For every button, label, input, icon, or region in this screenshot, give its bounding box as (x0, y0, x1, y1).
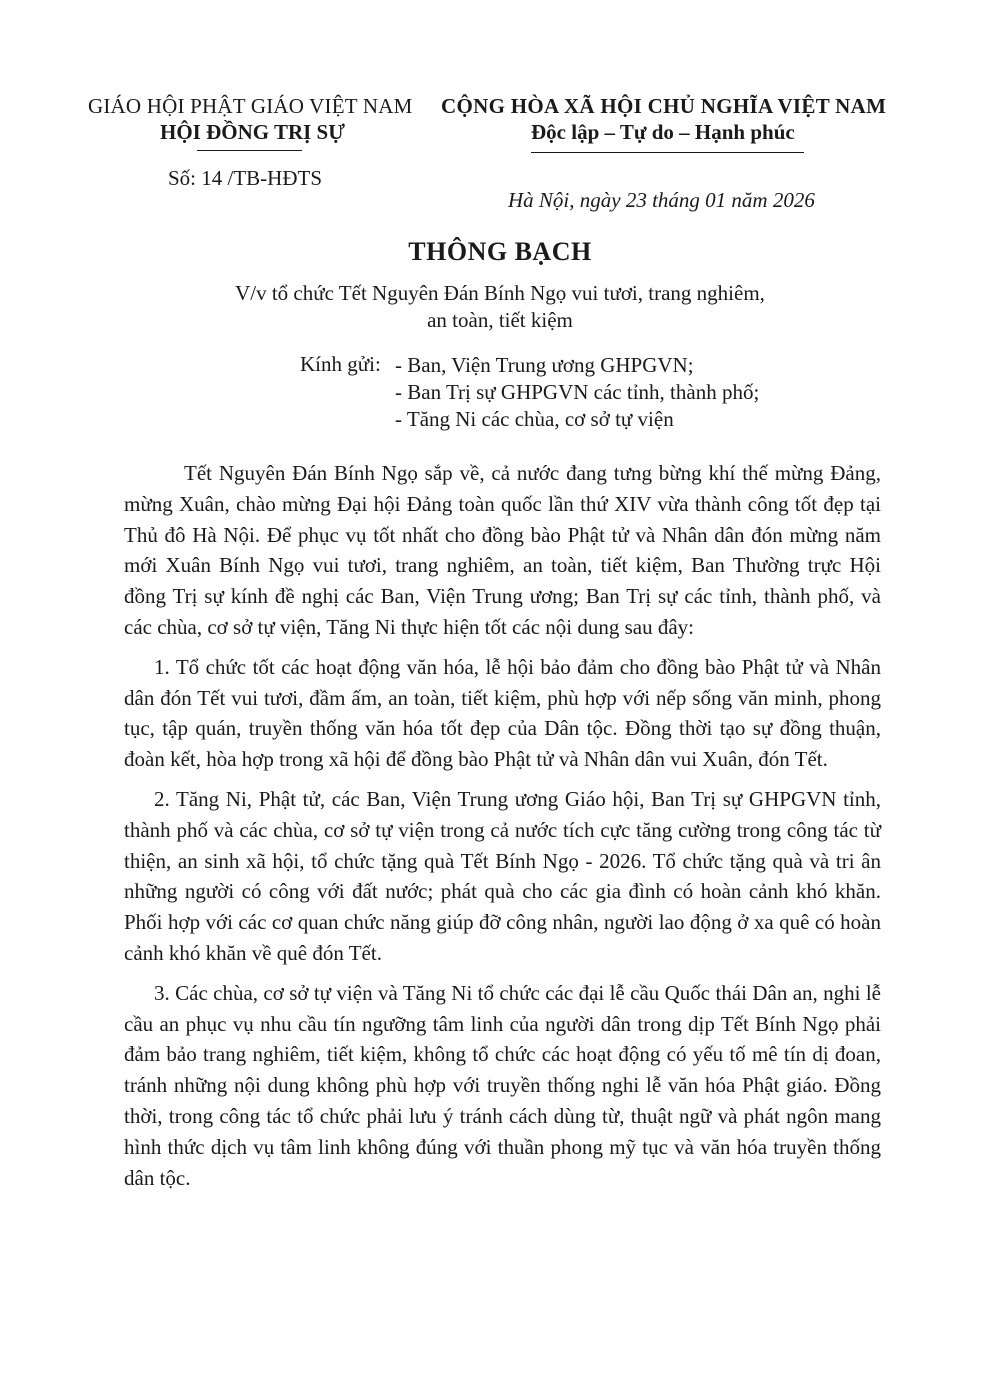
recipient-item: - Ban, Viện Trung ương GHPGVN; (395, 353, 694, 377)
national-motto: Độc lập – Tự do – Hạnh phúc (531, 120, 795, 144)
national-title: CỘNG HÒA XÃ HỘI CHỦ NGHĨA VIỆT NAM (441, 94, 887, 118)
document-body (124, 458, 881, 1202)
numbered-item-1: 1. Tổ chức tốt các hoạt động văn hóa, lễ hội bảo đảm cho đồng bào Phật tử và Nhân dân đón Tết vui tươi, đầm ấm, an toàn, tiết kiệm, phù hợp với nếp sống văn minh, phong tục, tập quán, truyền thống văn hóa tốt đẹp của Dân tộc. Đồng thời tạo sự đồng thuận, đoàn kết, hòa hợp trong xã hội để đồng bào Phật tử và Nhân dân vui Xuân, đón Tết. (124, 654, 881, 772)
subject-line-2: an toàn, tiết kiệm (427, 308, 573, 332)
recipient-item: - Ban Trị sự GHPGVN các tỉnh, thành phố; (395, 380, 760, 404)
recipient-item: - Tăng Ni các chùa, cơ sở tự viện (395, 407, 674, 431)
recipients-list (395, 352, 759, 433)
recipients-label: Kính gửi: (300, 352, 381, 376)
intro-paragraph: Tết Nguyên Đán Bính Ngọ sắp về, cả nước đang tưng bừng khí thế mừng Đảng, mừng Xuân, chào mừng Đại hội Đảng toàn quốc lần thứ XIV vừa thành công tốt đẹp tại Thủ đô Hà Nội. Để phục vụ tốt nhất cho đồng bào Phật tử và Nhân dân đón mừng năm mới Xuân Bính Ngọ vui tươi, trang nghiêm, an toàn, tiết kiệm, Ban Thường trực Hội đồng Trị sự kính đề nghị các Ban, Viện Trung ương; Ban Trị sự các tỉnh, thành phố, và các chùa, cơ sở tự viện, Tăng Ni thực hiện tốt các nội dung sau đây: (124, 461, 881, 639)
document-subject (0, 280, 1000, 334)
place-and-date: Hà Nội, ngày 23 tháng 01 năm 2026 (508, 188, 815, 212)
numbered-item-3: 3. Các chùa, cơ sở tự viện và Tăng Ni tổ chức các đại lễ cầu Quốc thái Dân an, nghi lễ cầu an phục vụ nhu cầu tín ngưỡng tâm linh của người dân trong dịp Tết Bính Ngọ phải đảm bảo trang nghiêm, tiết kiệm, không tổ chức các hoạt động có yếu tố mê tín dị đoan, tránh những nội dung không phù hợp với truyền thống nghi lễ văn hóa Phật giáo. Đồng thời, trong công tác tổ chức phải lưu ý tránh cách dùng từ, thuật ngữ và phát ngôn mang hình thức dịch vụ tâm linh không đúng với thuần phong mỹ tục và văn hóa truyền thống dân tộc. (124, 980, 881, 1190)
issuing-organization: GIÁO HỘI PHẬT GIÁO VIỆT NAM (88, 94, 413, 118)
document-number: Số: 14 /TB-HĐTS (168, 166, 323, 190)
unit-underline (197, 150, 302, 151)
numbered-item-2: 2. Tăng Ni, Phật tử, các Ban, Viện Trung ương Giáo hội, Ban Trị sự GHPGVN tỉnh, thành phố và các chùa, cơ sở tự viện trong cả nước tích cực tăng cường trong công tác từ thiện, an sinh xã hội, tổ chức tặng quà Tết Bính Ngọ - 2026. Tổ chức tặng quà và tri ân những người có công với đất nước; phát quà cho các gia đình có hoàn cảnh khó khăn. Phối hợp với các cơ quan chức năng giúp đỡ công nhân, người lao động ở xa quê có hoàn cảnh khó khăn về quê đón Tết. (124, 786, 881, 965)
document-title: THÔNG BẠCH (408, 237, 592, 266)
subject-line-1: V/v tổ chức Tết Nguyên Đán Bính Ngọ vui tươi, trang nghiêm, (235, 281, 765, 305)
issuing-unit: HỘI ĐỒNG TRỊ SỰ (160, 120, 345, 144)
motto-underline (531, 152, 804, 153)
